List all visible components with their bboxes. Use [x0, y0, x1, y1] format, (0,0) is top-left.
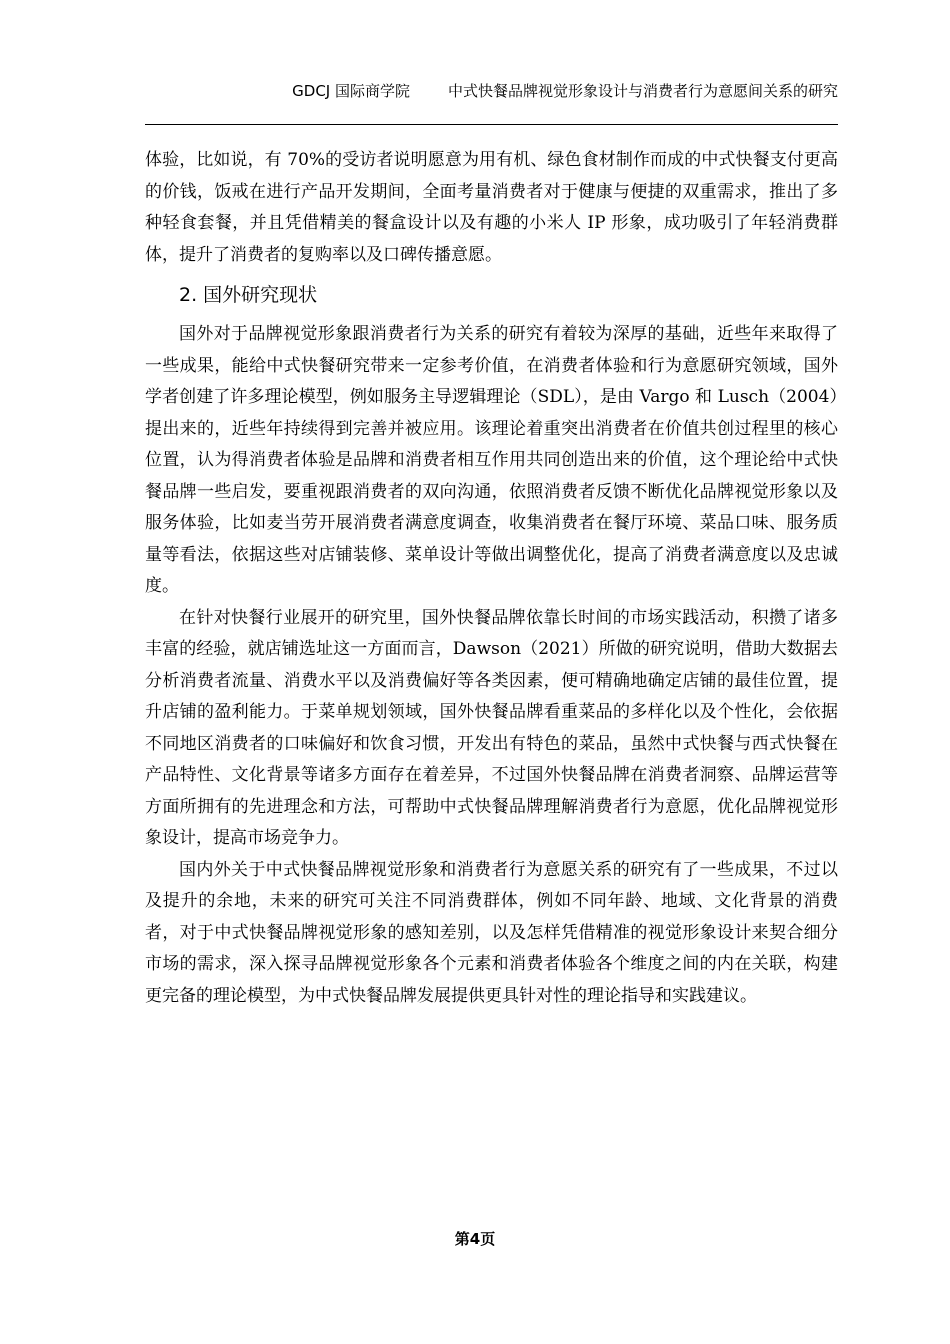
page-number: 第4页	[454, 1230, 496, 1248]
header-school-name: GDCJ 国际商学院	[292, 82, 410, 100]
paragraph: 在针对快餐行业展开的研究里，国外快餐品牌依靠长时间的市场实践活动，积攒了诸多丰富的经验，就店铺选址这一方面而言，Dawson（2021）所做的研究说明，借助大数据去分析消费者流量、消费水平以及消费偏好等各类因素，便可精确地确定店铺的最佳位置，提升店铺的盈利能力。于菜单规划领域，国外快餐品牌看重菜品的多样化以及个性化，会依据不同地区消费者的口味偏好和饮食习惯，开发出有特色的菜品，虽然中式快餐与西式快餐在产品特性、文化背景等诸多方面存在着差异，不过国外快餐品牌在消费者洞察、品牌运营等方面所拥有的先进理念和方法，可帮助中式快餐品牌理解消费者行为意愿，优化品牌视觉形象设计，提高市场竞争力。	[145, 607, 838, 848]
header-thesis-title: 中式快餐品牌视觉形象设计与消费者行为意愿间关系的研究	[447, 82, 838, 100]
paragraph: 国外对于品牌视觉形象跟消费者行为关系的研究有着较为深厚的基础，近些年来取得了一些成果，能给中式快餐研究带来一定参考价值，在消费者体验和行为意愿研究领域，国外学者创建了许多理论模型，例如服务主导逻辑理论（SDL），是由 Vargo 和 Lusch（2004）提出来的，近些年持续得到完善并被应用。该理论着重突出消费者在价值共创过程里的核心位置，认为得消费者体验是品牌和消费者相互作用共同创造出来的价值，这个理论给中式快餐品牌一些启发，要重视跟消费者的双向沟通，依照消费者反馈不断优化品牌视觉形象以及服务体验，比如麦当劳开展消费者满意度调查，收集消费者在餐厅环境、菜品口味、服务质量等看法，依据这些对店铺装修、菜单设计等做出调整优化，提高了消费者满意度以及忠诚度。	[145, 324, 838, 596]
document-body	[145, 145, 838, 1012]
header-divider	[145, 124, 838, 125]
page-header	[145, 80, 838, 110]
paragraph-continued: 体验，比如说，有 70%的受访者说明愿意为用有机、绿色食材制作而成的中式快餐支付更高的价钱，饭戒在进行产品开发期间，全面考量消费者对于健康与便捷的双重需求，推出了多种轻食套餐，并且凭借精美的餐盒设计以及有趣的小米人 IP 形象，成功吸引了年轻消费群体，提升了消费者的复购率以及口碑传播意愿。	[145, 150, 838, 265]
section-heading: 2. 国外研究现状	[179, 284, 318, 306]
paragraph: 国内外关于中式快餐品牌视觉形象和消费者行为意愿关系的研究有了一些成果，不过以及提升的余地，未来的研究可关注不同消费群体，例如不同年龄、地域、文化背景的消费者，对于中式快餐品牌视觉形象的感知差别，以及怎样凭借精准的视觉形象设计来契合细分市场的需求，深入探寻品牌视觉形象各个元素和消费者体验各个维度之间的内在关联，构建更完备的理论模型，为中式快餐品牌发展提供更具针对性的理论指导和实践建议。	[145, 859, 838, 1006]
